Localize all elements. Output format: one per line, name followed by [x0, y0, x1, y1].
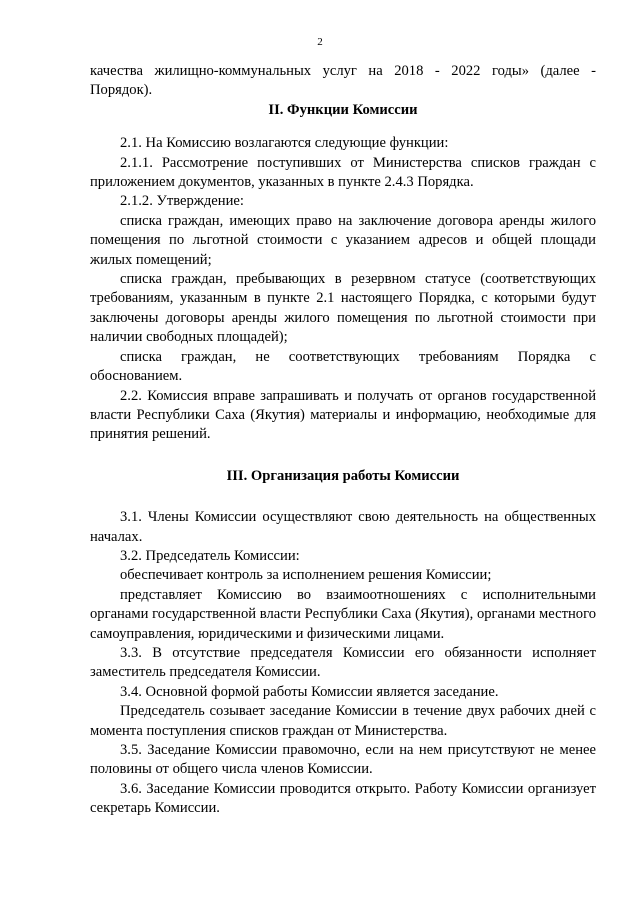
spacer — [90, 445, 596, 467]
spacer — [90, 486, 596, 508]
document-body — [90, 62, 596, 819]
list-item-ineligible-citizens: списка граждан, не соответствующих требованиям Порядка с обоснованием. — [90, 348, 596, 385]
paragraph-chairman-convenes: Председатель созывает заседание Комиссии в течение двух рабочих дней с момента поступления списков граждан от Министерства. — [90, 703, 596, 739]
list-item-reserve-citizens: списка граждан, пребывающих в резервном статусе (соответствующих требованиям, указанным в пункте 2.1 настоящего Порядка, с которыми будут заключены договоры аренды жилого помещения по льготной стоимости при наличии свободных площадей); — [90, 271, 596, 346]
list-item-represents: представляет Комиссию во взаимоотношениях с исполнительными органами государственной власти Республики Саха (Якутия), органами местного самоуправления, юридическими и физическими лицами. — [90, 586, 596, 642]
paragraph-2-1-1: 2.1.1. Рассмотрение поступивших от Министерства списков граждан с приложением документов, указанных в пункте 2.4.3 Порядка. — [90, 154, 596, 191]
paragraph-3-2: 3.2. Председатель Комиссии: — [120, 547, 300, 564]
section-2-heading: II. Функции Комиссии — [268, 101, 418, 118]
paragraph-2-2: 2.2. Комиссия вправе запрашивать и получать от органов государственной власти Республики Саха (Якутия) материалы и информацию, необходимые для принятия решений. — [90, 387, 596, 443]
paragraph-3-1: 3.1. Члены Комиссии осуществляют свою деятельность на общественных началах. — [90, 509, 596, 545]
paragraph-2-1-2: 2.1.2. Утверждение: — [120, 193, 244, 210]
intro-line-1: качества жилищно-коммунальных услуг на 2018 - 2022 годы» (далее - — [90, 63, 596, 79]
spacer — [90, 120, 596, 134]
page-number: 2 — [317, 36, 323, 48]
paragraph-3-5: 3.5. Заседание Комиссии правомочно, если на нем присутствуют не менее половины от общего числа членов Комиссии. — [90, 742, 596, 778]
list-item-control: обеспечивает контроль за исполнением решения Комиссии; — [120, 567, 492, 584]
paragraph-3-4: 3.4. Основной формой работы Комиссии является заседание. — [120, 683, 499, 700]
paragraph-3-6: 3.6. Заседание Комиссии проводится открыто. Работу Комиссии организует секретарь Комиссии. — [90, 780, 596, 817]
list-item-eligible-citizens: списка граждан, имеющих право на заключение договора аренды жилого помещения по льготной стоимости с указанием адресов и общей площади жилых помещений; — [90, 212, 596, 268]
section-3-heading: III. Организация работы Комиссии — [226, 467, 460, 484]
intro-line-2: Порядок). — [90, 82, 153, 99]
paragraph-3-3: 3.3. В отсутствие председателя Комиссии его обязанности исполняет заместитель председателя Комиссии. — [90, 644, 596, 681]
paragraph-2-1: 2.1. На Комиссию возлагаются следующие функции: — [120, 135, 449, 152]
